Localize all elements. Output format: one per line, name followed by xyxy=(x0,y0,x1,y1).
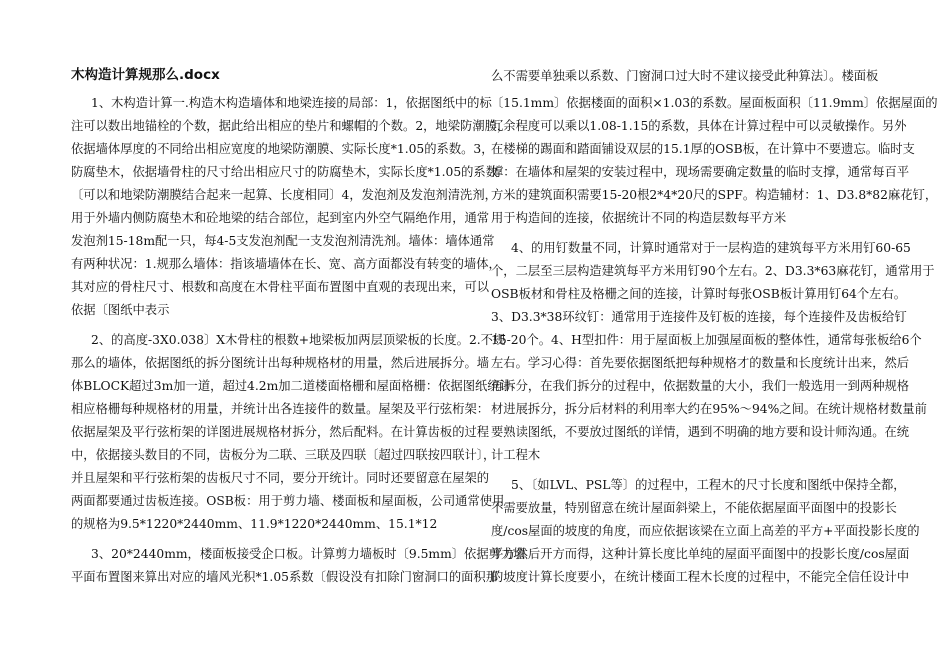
left-line-9: 其对应的骨柱尺寸、根数和高度在木骨柱平面布置图中直观的表现出来，可以 xyxy=(71,280,490,294)
left-line-5: 〔可以和地梁防潮膜结合起来一起算、长度相同〕4，发泡剂及发泡剂清洗剂， xyxy=(71,188,497,202)
right-line-9: 个，二层至三层构造建筑每平方米用钉90个左右。2、D3.3*63麻花钉，通常用于 xyxy=(491,264,935,278)
right-line-10: OSB板材和骨柱及格栅之间的连接，计算时每张OSB板计算用钉64个左右。 xyxy=(491,287,907,301)
right-line-3: 冗余程度可以乘以1.08-1.15的系数，具体在计算过程中可以灵敏操作。另外 xyxy=(491,119,907,133)
right-line-15: 材进展拆分，拆分后材料的利用率大约在95%～94%之间。在统计规格材数量前 xyxy=(491,402,927,416)
right-line-14: 再拆分，在我们拆分的过程中，依据数量的大小，我们一般选用一到两种规格 xyxy=(491,379,910,393)
right-line-2: 〔15.1mm〕依据楼面的面积×1.03的系数。屋面板面积〔11.9mm〕依据屋面的 xyxy=(491,96,938,110)
left-line-2: 注可以数出地锚栓的个数，据此给出相应的垫片和螺帽的个数。2，地梁防潮膜， xyxy=(71,119,510,133)
right-line-19: 不需要放量，特别留意在统计屋面斜梁上，不能依据屋面平面图中的投影长 xyxy=(491,501,897,515)
left-line-20: 3、20*2440mm，楼面板接受企口板。计算剪力墙板时〔9.5mm〕依据剪力墙 xyxy=(91,547,526,561)
left-line-14: 相应格栅每种规格材的用量，并统计出各连接件的数量。屋架及平行弦桁架： xyxy=(71,402,490,416)
left-line-16: 中，依据接头数目的不同，齿板分为二联、三联及四联〔超过四联按四联计〕， xyxy=(71,448,496,462)
left-line-15: 依据屋架及平行弦桁架的详图进展规格材拆分，然后配料。在计算齿板的过程 xyxy=(71,425,490,439)
left-line-11: 2、的高度-3X0.038〕X木骨柱的根数+地梁板加两层顶梁板的长度。2.不规 xyxy=(91,333,506,347)
right-line-11: 3、D3.3*38环纹钉：通常用于连接件及钉板的连接，每个连接件及齿板给钉 xyxy=(491,310,907,324)
right-line-1: 么不需要单独乘以系数、门窗洞口过大时不建议接受此种算法〕。楼面板 xyxy=(491,69,879,83)
right-line-12: 15-20个。4、H型扣件：用于屋面板上加强屋面板的整体性，通常每张板给6个 xyxy=(491,333,922,347)
right-line-8: 4、的用钉数量不同，计算时通常对于一层构造的建筑每平方米用钉60-65 xyxy=(511,241,911,255)
left-line-17: 并且屋架和平行弦桁架的齿板尺寸不同，要分开统计。同时还要留意在屋架的 xyxy=(71,471,490,485)
left-line-13: 体BLOCK超过3m加一道，超过4.2m加二道楼面格栅和屋面格栅：依据图纸统计 xyxy=(71,379,512,393)
right-line-6: 方米的建筑面积需要15-20根2*4*20尺的SPF。构造辅材：1、D3.8*82麻花钉， xyxy=(491,188,938,202)
left-line-10: 依据〔图纸中表示 xyxy=(71,303,170,317)
document-title: 木构造计算规那么.docx xyxy=(71,67,220,83)
left-line-4: 防腐垫木，依据墙骨柱的尺寸给出相应尺寸的防腐垫木，实际长度*1.05的系数 xyxy=(71,165,499,179)
right-line-20: 度/cos屋面的坡度的角度，而应依据该梁在立面上高差的平方+平面投影长度的 xyxy=(491,524,920,538)
left-line-6: 用于外墙内侧防腐垫木和砼地梁的结合部位，起到室内外空气隔绝作用，通常 xyxy=(71,211,490,225)
left-line-18: 两面都要通过齿板连接。OSB板：用于剪力墙、楼面板和屋面板，公司通常使用 xyxy=(71,494,505,508)
left-line-19: 的规格为9.5*1220*2440mm、11.9*1220*2440mm、15.1*12 xyxy=(71,517,438,531)
left-line-12: 那么的墙体，依据图纸的拆分图统计出每种规格材的用量，然后进展拆分。墙 xyxy=(71,356,490,370)
right-line-18: 5、〔如LVL、PSL等〕的过程中，工程木的尺寸长度和图纸中保持全都， xyxy=(511,478,906,492)
right-line-7: 用于构造间的连接，依据统计不同的构造层数每平方米 xyxy=(491,211,787,225)
right-line-22: 的坡度计算长度要小，在统计楼面工程木长度的过程中，不能完全信任设计中 xyxy=(491,570,910,584)
right-line-4: 在楼梯的踢面和踏面铺设双层的15.1厚的OSB板，在计算中不要遗忘。临时支 xyxy=(491,142,915,156)
left-line-21: 平面布置图来算出对应的墙风光积*1.05系数〔假设没有扣除门窗洞口的面积那 xyxy=(71,570,499,584)
left-line-3: 依据墙体厚度的不同给出相应宽度的地梁防潮膜、实际长度*1.05的系数。3， xyxy=(71,142,494,156)
left-line-7: 发泡剂15-18m配一只，每4-5支发泡剂配一支发泡剂清洗剂。墙体：墙体通常 xyxy=(71,234,495,248)
right-line-21: 平方然后开方而得，这种计算长度比单纯的屋面平面图中的投影长度/cos屋面 xyxy=(491,547,910,561)
right-line-17: 计工程木 xyxy=(491,448,541,462)
right-line-13: 左右。学习心得：首先要依据图纸把每种规格才的数量和长度统计出来，然后 xyxy=(491,356,910,370)
left-line-1: 1、木构造计算一.构造木构造墙体和地梁连接的局部：1，依据图纸中的标 xyxy=(91,96,492,110)
right-line-16: 要熟读图纸，不要放过图纸的详情，遇到不明确的地方要和设计师沟通。在统 xyxy=(491,425,910,439)
left-line-8: 有两种状况：1.规那么墙体：指该墙墙体在长、宽、高方面都没有转变的墙体， xyxy=(71,257,501,271)
right-line-5: 撑：在墙体和屋架的安装过程中，现场需要确定数量的临时支撑，通常每百平 xyxy=(491,165,910,179)
